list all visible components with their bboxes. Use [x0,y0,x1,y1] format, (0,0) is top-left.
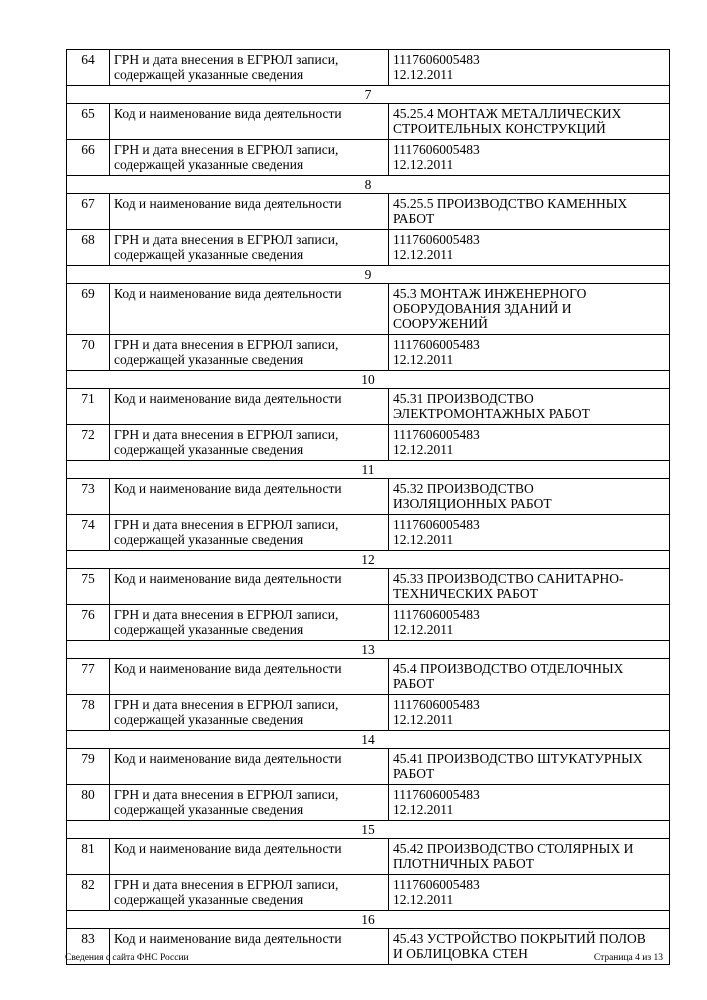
table-row [67,194,670,230]
table-row [67,569,670,605]
field-name [110,515,389,551]
section-number: 7 [67,86,670,104]
row-number: 69 [67,284,110,335]
section-row [67,176,670,194]
section-row [67,371,670,389]
field-value-line: ЭЛЕКТРОМОНТАЖНЫХ РАБОТ [393,406,590,421]
field-value-line: 12.12.2011 [393,892,454,907]
egrul-table [66,49,670,965]
table-row [67,785,670,821]
field-value-line: 45.3 МОНТАЖ ИНЖЕНЕРНОГО [393,286,587,301]
field-name-line: Код и наименование вида деятельности [114,931,342,946]
field-value-line: 12.12.2011 [393,712,454,727]
field-name [110,50,389,86]
field-value-line: 1117606005483 [393,52,480,67]
field-value-line: 1117606005483 [393,877,480,892]
section-row [67,731,670,749]
field-value-line: 45.4 ПРОИЗВОДСТВО ОТДЕЛОЧНЫХ [393,661,624,676]
field-name-line: Код и наименование вида деятельности [114,841,342,856]
field-value-line: 45.42 ПРОИЗВОДСТВО СТОЛЯРНЫХ И [393,841,634,856]
field-name [110,140,389,176]
field-value [389,659,670,695]
field-value [389,785,670,821]
field-name-line: Код и наименование вида деятельности [114,661,342,676]
field-name-line: содержащей указанные сведения [114,157,304,172]
table-row [67,695,670,731]
field-value-line: 12.12.2011 [393,802,454,817]
field-value [389,605,670,641]
field-name [110,479,389,515]
field-value-line: И ОБЛИЦОВКА СТЕН [393,946,528,961]
field-value-line: 45.25.4 МОНТАЖ МЕТАЛЛИЧЕСКИХ [393,106,622,121]
field-value-line: ОБОРУДОВАНИЯ ЗДАНИЙ И [393,301,572,316]
row-number: 81 [67,839,110,875]
section-number: 13 [67,641,670,659]
section-number: 15 [67,821,670,839]
section-row [67,266,670,284]
table-row [67,515,670,551]
table-row [67,605,670,641]
section-row [67,461,670,479]
field-name-line: Код и наименование вида деятельности [114,106,342,121]
table-row [67,659,670,695]
field-value-line: 45.33 ПРОИЗВОДСТВО САНИТАРНО- [393,571,624,586]
table-row [67,749,670,785]
field-value-line: РАБОТ [393,676,435,691]
field-value-line: 12.12.2011 [393,157,454,172]
field-value [389,839,670,875]
field-name [110,875,389,911]
field-value-line: 1117606005483 [393,427,480,442]
field-name-line: Код и наименование вида деятельности [114,751,342,766]
field-value-line: 12.12.2011 [393,67,454,82]
row-number: 64 [67,50,110,86]
row-number: 83 [67,929,110,965]
field-value-line: СООРУЖЕНИЙ [393,316,488,331]
field-value-line: 12.12.2011 [393,352,454,367]
field-value-line: 12.12.2011 [393,622,454,637]
row-number: 79 [67,749,110,785]
field-value [389,194,670,230]
field-name-line: ГРН и дата внесения в ЕГРЮЛ записи, [114,787,339,802]
row-number: 71 [67,389,110,425]
row-number: 80 [67,785,110,821]
field-name [110,569,389,605]
field-value-line: РАБОТ [393,766,435,781]
section-row [67,86,670,104]
field-value [389,695,670,731]
table-row [67,50,670,86]
section-number: 11 [67,461,670,479]
field-name [110,284,389,335]
footer-page-number: Страница 4 из 13 [593,953,663,963]
table-row [67,104,670,140]
field-value-line: 1117606005483 [393,517,480,532]
row-number: 74 [67,515,110,551]
field-value [389,479,670,515]
field-name-line: Код и наименование вида деятельности [114,481,342,496]
row-number: 70 [67,335,110,371]
field-value [389,875,670,911]
field-name [110,659,389,695]
field-name [110,695,389,731]
section-number: 9 [67,266,670,284]
row-number: 76 [67,605,110,641]
field-name-line: ГРН и дата внесения в ЕГРЮЛ записи, [114,877,339,892]
row-number: 68 [67,230,110,266]
field-value [389,140,670,176]
field-name-line: содержащей указанные сведения [114,802,304,817]
field-value-line: ПЛОТНИЧНЫХ РАБОТ [393,856,535,871]
field-name-line: содержащей указанные сведения [114,622,304,637]
field-value-line: 45.41 ПРОИЗВОДСТВО ШТУКАТУРНЫХ [393,751,643,766]
field-value-line: ИЗОЛЯЦИОННЫХ РАБОТ [393,496,552,511]
field-name-line: содержащей указанные сведения [114,712,304,727]
field-name-line: содержащей указанные сведения [114,247,304,262]
field-name [110,605,389,641]
field-name-line: Код и наименование вида деятельности [114,391,342,406]
field-value-line: 1117606005483 [393,787,480,802]
field-value-line: 1117606005483 [393,232,480,247]
field-name [110,749,389,785]
table-row [67,479,670,515]
field-name [110,194,389,230]
field-value [389,335,670,371]
field-name-line: ГРН и дата внесения в ЕГРЮЛ записи, [114,52,339,67]
field-value-line: 1117606005483 [393,142,480,157]
field-name-line: ГРН и дата внесения в ЕГРЮЛ записи, [114,607,339,622]
section-number: 16 [67,911,670,929]
table-row [67,284,670,335]
table-row [67,839,670,875]
field-name-line: ГРН и дата внесения в ЕГРЮЛ записи, [114,142,339,157]
row-number: 75 [67,569,110,605]
row-number: 77 [67,659,110,695]
field-name-line: содержащей указанные сведения [114,352,304,367]
section-number: 8 [67,176,670,194]
section-row [67,821,670,839]
table-row [67,389,670,425]
row-number: 82 [67,875,110,911]
field-name-line: ГРН и дата внесения в ЕГРЮЛ записи, [114,232,339,247]
field-value [389,284,670,335]
field-name [110,785,389,821]
section-number: 10 [67,371,670,389]
row-number: 78 [67,695,110,731]
table-row [67,140,670,176]
table-row [67,335,670,371]
field-name-line: Код и наименование вида деятельности [114,196,342,211]
field-value-line: РАБОТ [393,211,435,226]
row-number: 65 [67,104,110,140]
row-number: 73 [67,479,110,515]
field-value [389,230,670,266]
field-name [110,104,389,140]
field-value [389,104,670,140]
section-number: 14 [67,731,670,749]
field-value-line: 1117606005483 [393,337,480,352]
field-name-line: ГРН и дата внесения в ЕГРЮЛ записи, [114,697,339,712]
field-name-line: ГРН и дата внесения в ЕГРЮЛ записи, [114,517,339,532]
field-value [389,569,670,605]
table-row [67,230,670,266]
field-value [389,425,670,461]
field-name-line: содержащей указанные сведения [114,442,304,457]
field-value-line: 45.32 ПРОИЗВОДСТВО [393,481,534,496]
field-value [389,389,670,425]
row-number: 72 [67,425,110,461]
field-name-line: ГРН и дата внесения в ЕГРЮЛ записи, [114,427,339,442]
field-name [110,425,389,461]
section-row [67,911,670,929]
section-row [67,551,670,569]
field-value-line: 45.43 УСТРОЙСТВО ПОКРЫТИЙ ПОЛОВ [393,931,646,946]
field-value-line: 12.12.2011 [393,247,454,262]
field-name [110,335,389,371]
field-value-line: 12.12.2011 [393,532,454,547]
footer-source: Сведения с сайта ФНС России [65,953,189,963]
field-value-line: 12.12.2011 [393,442,454,457]
field-name-line: содержащей указанные сведения [114,892,304,907]
field-name-line: содержащей указанные сведения [114,532,304,547]
field-value-line: 1117606005483 [393,607,480,622]
field-name [110,389,389,425]
field-name [110,839,389,875]
field-value [389,515,670,551]
field-value [389,749,670,785]
table-row [67,875,670,911]
row-number: 66 [67,140,110,176]
row-number: 67 [67,194,110,230]
field-name-line: Код и наименование вида деятельности [114,571,342,586]
field-value-line: 45.31 ПРОИЗВОДСТВО [393,391,534,406]
field-value-line: ТЕХНИЧЕСКИХ РАБОТ [393,586,538,601]
section-row [67,641,670,659]
field-value-line: 1117606005483 [393,697,480,712]
field-name-line: Код и наименование вида деятельности [114,286,342,301]
field-name [110,230,389,266]
field-value [389,50,670,86]
field-value-line: СТРОИТЕЛЬНЫХ КОНСТРУКЦИЙ [393,121,606,136]
egrul-table-body [67,50,670,965]
field-name-line: содержащей указанные сведения [114,67,304,82]
field-value-line: 45.25.5 ПРОИЗВОДСТВО КАМЕННЫХ [393,196,628,211]
field-name-line: ГРН и дата внесения в ЕГРЮЛ записи, [114,337,339,352]
table-row [67,425,670,461]
section-number: 12 [67,551,670,569]
